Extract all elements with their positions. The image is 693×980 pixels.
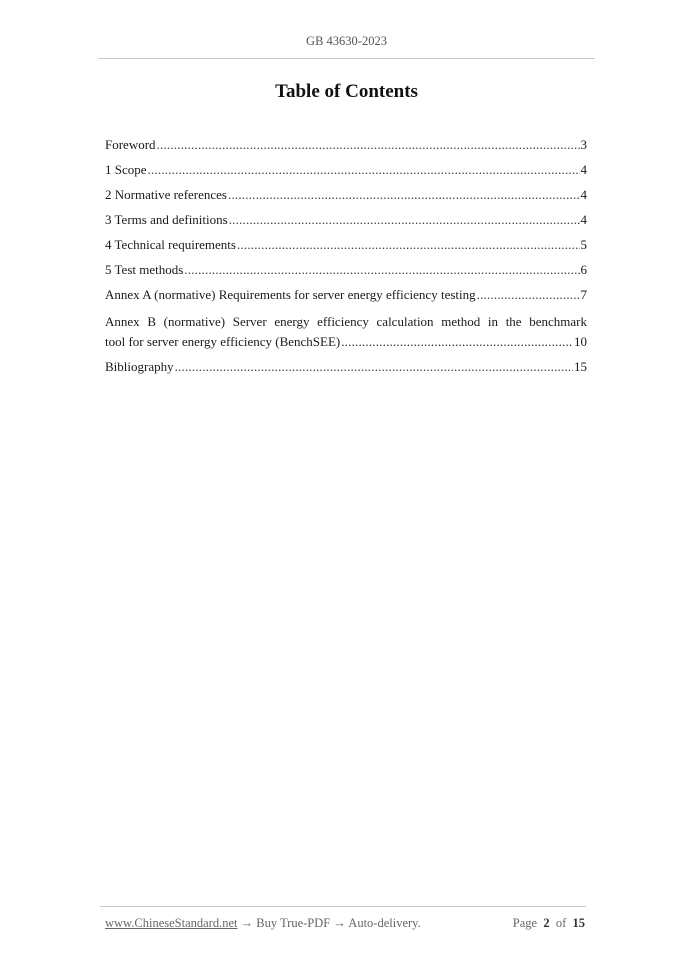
toc-page-number: 10 xyxy=(574,334,587,349)
toc-page-number: 3 xyxy=(580,137,587,152)
toc-label-line1: Annex B (normative) Server energy efficiency calculation method in the benchmark xyxy=(105,314,587,329)
toc-page-number: 4 xyxy=(580,187,587,202)
toc-entry-technical-requirements[interactable] xyxy=(105,237,587,262)
toc-leader-dots xyxy=(237,237,580,253)
toc-page-number: 6 xyxy=(580,262,587,277)
toc-label: 4 Technical requirements xyxy=(105,237,236,252)
footer-promo xyxy=(105,916,421,931)
page-footer xyxy=(105,916,585,931)
toc-entry-test-methods[interactable] xyxy=(105,262,587,287)
page-indicator: Page 2 of 15 xyxy=(512,916,585,930)
header-divider xyxy=(98,58,595,59)
toc-leader-dots xyxy=(157,137,580,153)
document-code-header: GB 43630-2023 xyxy=(306,34,387,48)
total-pages: 15 xyxy=(572,916,585,930)
website-link[interactable]: www.ChineseStandard.net xyxy=(105,916,238,930)
toc-entry-bibliography[interactable] xyxy=(105,359,587,384)
toc-label: 3 Terms and definitions xyxy=(105,212,228,227)
toc-leader-dots xyxy=(229,212,580,228)
toc-label: 5 Test methods xyxy=(105,262,184,277)
current-page: 2 xyxy=(543,916,550,930)
toc-leader-dots xyxy=(228,187,580,203)
toc-page-number: 7 xyxy=(580,287,587,302)
toc-leader-dots xyxy=(477,287,580,303)
toc-leader-dots xyxy=(175,359,573,375)
toc-entry-foreword[interactable] xyxy=(105,137,587,162)
toc-page-number: 4 xyxy=(580,162,587,177)
toc-label: Bibliography xyxy=(105,359,174,374)
table-of-contents xyxy=(105,137,587,384)
toc-entry-annex-b[interactable] xyxy=(105,312,587,359)
toc-entry-annex-a[interactable] xyxy=(105,287,587,312)
toc-leader-dots xyxy=(148,162,580,178)
toc-page-number: 5 xyxy=(580,237,587,252)
page-title: Table of Contents xyxy=(275,81,418,102)
toc-label: Foreword xyxy=(105,137,156,152)
toc-label-line2: tool for server energy efficiency (BenchSEE) xyxy=(105,334,341,349)
toc-label: 2 Normative references xyxy=(105,187,227,202)
footer-divider xyxy=(100,906,586,907)
toc-entry-terms-definitions[interactable] xyxy=(105,212,587,237)
toc-entry-scope[interactable] xyxy=(105,162,587,187)
toc-leader-dots xyxy=(341,332,573,352)
toc-page-number: 15 xyxy=(574,359,587,374)
promo-text: → Buy True-PDF → Auto-delivery. xyxy=(237,916,421,930)
toc-page-number: 4 xyxy=(580,212,587,227)
toc-entry-normative-references[interactable] xyxy=(105,187,587,212)
toc-leader-dots xyxy=(184,262,579,278)
toc-label: Annex A (normative) Requirements for server energy efficiency testing xyxy=(105,287,476,302)
toc-label: 1 Scope xyxy=(105,162,147,177)
